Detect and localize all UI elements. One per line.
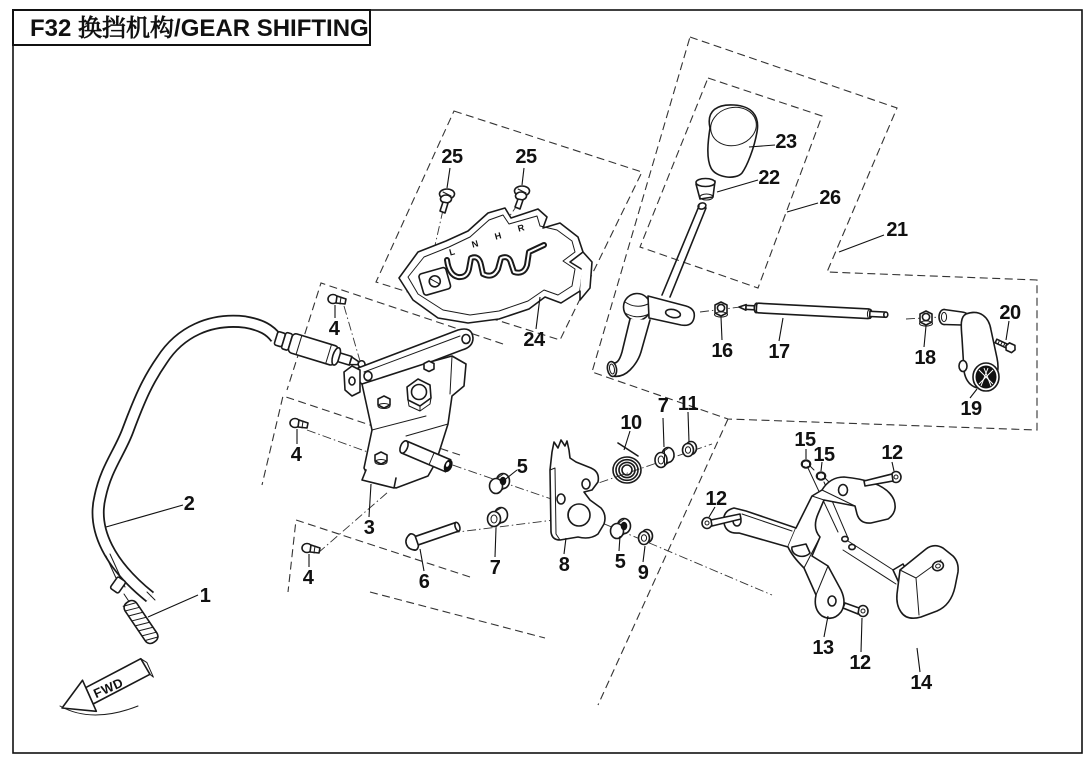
part-label-18: 18 <box>914 347 936 369</box>
part-label-5: 5 <box>516 456 528 478</box>
gate-gear-letter: H <box>493 230 503 242</box>
part-label-19: 19 <box>960 398 982 420</box>
fwd-label: FWD <box>91 674 126 702</box>
part-label-23: 23 <box>775 131 797 153</box>
bracket-bolt-head <box>424 361 434 372</box>
part-label-4: 4 <box>328 318 340 340</box>
part-label-15: 15 <box>794 429 816 451</box>
gate-gear-letter: L <box>448 246 456 258</box>
title-block <box>13 10 370 45</box>
part-label-25: 25 <box>441 146 463 168</box>
part-label-1: 1 <box>199 585 211 607</box>
bracket-nut <box>407 379 431 411</box>
part-label-20: 20 <box>999 302 1021 324</box>
splined-hub <box>973 363 999 391</box>
gate-gear-letter: R <box>516 222 526 234</box>
part-label-5: 5 <box>614 551 626 573</box>
part-label-16: 16 <box>711 340 733 362</box>
part-label-12: 12 <box>881 442 903 464</box>
part-label-8: 8 <box>558 554 570 576</box>
part-label-17: 17 <box>768 341 790 363</box>
page-title: F32 换挡机构/GEAR SHIFTING <box>30 15 369 42</box>
page-border <box>13 10 1082 753</box>
part-label-22: 22 <box>758 167 780 189</box>
part-label-15: 15 <box>813 444 835 466</box>
part-label-14: 14 <box>910 672 932 694</box>
bracket-notch <box>792 544 810 556</box>
part-label-4: 4 <box>290 444 302 466</box>
part-label-13: 13 <box>812 637 834 659</box>
part-label-26: 26 <box>819 187 841 209</box>
part-label-9: 9 <box>637 562 649 584</box>
part-label-10: 10 <box>620 412 642 434</box>
part-label-2: 2 <box>183 493 195 515</box>
part-label-21: 21 <box>886 219 908 241</box>
part-label-6: 6 <box>418 571 430 593</box>
part-knob-collar-22 <box>696 179 715 201</box>
part-label-7: 7 <box>657 395 669 417</box>
part-label-12: 12 <box>849 652 871 674</box>
part-label-12: 12 <box>705 488 727 510</box>
bracket-bolt-head <box>378 396 390 409</box>
part-label-4: 4 <box>302 567 314 589</box>
part-label-11: 11 <box>677 393 699 415</box>
part-label-25: 25 <box>515 146 537 168</box>
part-label-24: 24 <box>523 329 545 351</box>
part-label-7: 7 <box>489 557 501 579</box>
gate-gear-letter: N <box>470 238 480 250</box>
part-label-3: 3 <box>363 517 375 539</box>
bracket-bolt-head <box>375 452 387 465</box>
